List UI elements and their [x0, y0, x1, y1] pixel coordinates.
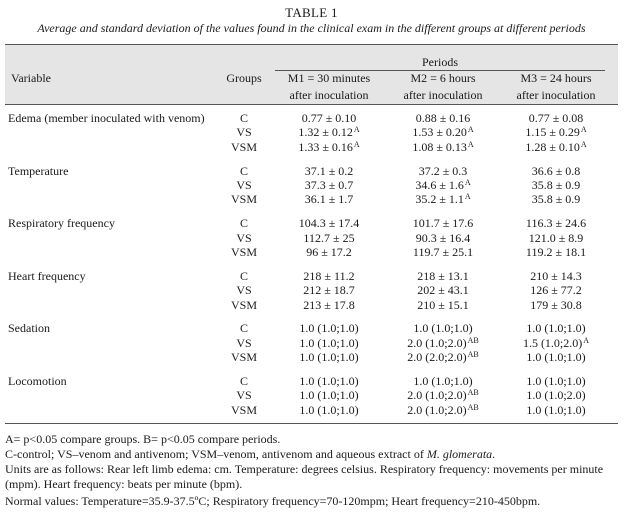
variable-block — [5, 164, 618, 207]
value-text: 37.3 ± 0.7 — [304, 177, 354, 192]
value-text: 1.08 ± 0.13 — [412, 139, 467, 154]
value-cell — [272, 164, 386, 178]
significance-marker: A — [467, 125, 474, 135]
value-cell — [272, 192, 386, 206]
value-text: 1.5 (1.0;2.0) — [522, 335, 583, 350]
value-cell — [386, 178, 500, 192]
value-text: 2.0 (2.0;2.0) — [407, 350, 467, 365]
period-header-m1 — [272, 71, 386, 102]
value-cell — [386, 298, 500, 312]
variable-block — [5, 111, 618, 154]
group-label: C — [239, 163, 248, 178]
period-header-m3 — [499, 71, 613, 102]
value-cell — [272, 350, 386, 364]
value-text: 112.7 ± 25 — [303, 230, 355, 245]
variable-column-header: Variable — [11, 71, 51, 85]
header-bottom-rule — [5, 104, 618, 105]
value-text: 90.3 ± 16.4 — [415, 230, 471, 245]
significance-marker: AB — [467, 335, 479, 345]
table-body — [5, 111, 618, 426]
table-row — [5, 283, 618, 297]
group-label: VS — [236, 335, 252, 350]
table-caption: Average and standard deviation of the values found in the clinical exam in the different groups at different periods — [37, 21, 586, 35]
value-cell — [386, 283, 500, 297]
value-text: 179 ± 30.8 — [530, 297, 582, 312]
period-header-title: M2 = 6 hours — [410, 71, 476, 85]
period-header-subtitle: after inoculation — [289, 88, 369, 102]
period-header-subtitle: after inoculation — [403, 88, 483, 102]
value-text: 1.0 (1.0;1.0) — [526, 373, 586, 388]
value-cell — [272, 178, 386, 192]
value-cell — [272, 216, 386, 230]
table-row — [5, 374, 618, 388]
value-cell — [386, 125, 500, 139]
value-text: 1.0 (1.0;1.0) — [299, 402, 359, 417]
value-cell — [386, 321, 500, 335]
significance-marker: AB — [467, 388, 479, 398]
group-label: C — [239, 321, 248, 336]
value-cell — [386, 164, 500, 178]
groups-legend-text: C-control; VS–venom and antivenom; VSM–venom, antivenom and aqueous extract of — [5, 447, 427, 461]
group-label: VSM — [230, 297, 257, 312]
significance-marker: A — [464, 192, 471, 202]
table-row — [5, 336, 618, 350]
value-text: 218 ± 13.1 — [417, 268, 469, 283]
value-cell — [499, 298, 613, 312]
value-cell — [272, 283, 386, 297]
value-text: 212 ± 18.7 — [303, 283, 355, 298]
value-text: 104.3 ± 17.4 — [298, 216, 360, 231]
value-text: 1.0 (1.0;1.0) — [526, 350, 586, 365]
group-label: C — [239, 268, 248, 283]
value-cell — [386, 374, 500, 388]
value-cell — [499, 111, 613, 125]
value-text: 1.15 ± 0.29 — [525, 125, 580, 140]
value-text: 1.0 (1.0;2.0) — [526, 388, 586, 403]
value-text: 37.1 ± 0.2 — [304, 163, 354, 178]
value-text: 0.77 ± 0.10 — [301, 111, 357, 125]
value-text: 218 ± 11.2 — [303, 268, 355, 283]
value-cell — [272, 245, 386, 259]
value-text: 202 ± 43.1 — [417, 283, 469, 298]
value-cell — [386, 388, 500, 402]
variable-name: Sedation — [8, 321, 50, 336]
period-header-subtitle: after inoculation — [516, 88, 596, 102]
value-cell — [272, 269, 386, 283]
value-cell — [386, 245, 500, 259]
value-text: 35.2 ± 1.1 — [415, 192, 464, 207]
species-name: M. glomerata — [426, 447, 493, 461]
group-label: C — [239, 216, 248, 231]
group-label: C — [239, 373, 248, 388]
value-cell — [272, 321, 386, 335]
value-cell — [386, 111, 500, 125]
value-text: 126 ± 77.2 — [530, 283, 582, 298]
group-label: VS — [236, 177, 252, 192]
value-cell — [386, 140, 500, 154]
value-cell — [386, 231, 500, 245]
group-label: VS — [236, 125, 252, 140]
group-label: VS — [236, 388, 252, 403]
table-row — [5, 192, 618, 206]
value-cell — [499, 336, 613, 350]
significance-marker: A — [467, 139, 474, 149]
value-text: 101.7 ± 17.6 — [412, 216, 474, 231]
value-cell — [386, 269, 500, 283]
value-cell — [272, 388, 386, 402]
periods-header: Periods — [422, 55, 458, 69]
value-text: 1.0 (1.0;1.0) — [299, 373, 359, 388]
value-cell — [499, 192, 613, 206]
period-header-m2 — [386, 71, 500, 102]
significance-marker: AB — [467, 402, 479, 412]
variable-name: Respiratory frequency — [8, 216, 115, 231]
value-text: 1.33 ± 0.16 — [298, 139, 353, 154]
group-label: VSM — [230, 139, 257, 154]
footnote-units: Units are as follows: Rear left limb edema: cm. Temperature: degrees celsius. Respiratory frequency: movements per minute (mpm). Heart frequency: beats per minute (bpm). — [5, 462, 604, 491]
value-cell — [499, 283, 613, 297]
value-text: 1.0 (1.0;1.0) — [299, 335, 359, 350]
value-text: 1.0 (1.0;1.0) — [526, 321, 586, 336]
value-cell — [386, 403, 500, 417]
value-text: 1.28 ± 0.10 — [525, 139, 580, 154]
value-cell — [386, 216, 500, 230]
value-cell — [499, 403, 613, 417]
table-row — [5, 245, 618, 259]
value-text: 0.77 ± 0.08 — [528, 111, 584, 125]
table-row — [5, 164, 618, 178]
footnote-groups-legend — [5, 447, 617, 462]
variable-block — [5, 374, 618, 417]
group-label: VSM — [230, 192, 257, 207]
value-text: 37.2 ± 0.3 — [418, 163, 468, 178]
period-header-title: M1 = 30 minutes — [287, 71, 371, 85]
group-label: VS — [236, 283, 252, 298]
significance-marker: A — [353, 125, 360, 135]
value-cell — [499, 350, 613, 364]
value-cell — [386, 336, 500, 350]
significance-marker: A — [580, 125, 587, 135]
value-cell — [499, 374, 613, 388]
value-text: 35.8 ± 0.9 — [531, 192, 581, 207]
significance-marker: A — [583, 335, 590, 345]
value-cell — [499, 178, 613, 192]
value-cell — [272, 140, 386, 154]
value-text: 213 ± 17.8 — [303, 297, 355, 312]
group-label: VSM — [230, 350, 257, 365]
table-row — [5, 403, 618, 417]
value-text: 1.0 (1.0;1.0) — [526, 402, 586, 417]
table-row — [5, 350, 618, 364]
variable-block — [5, 269, 618, 312]
value-cell — [272, 231, 386, 245]
value-cell — [272, 374, 386, 388]
value-text: 96 ± 17.2 — [306, 244, 352, 259]
value-cell — [499, 245, 613, 259]
table-title: TABLE 1 — [285, 5, 338, 20]
value-text: 1.0 (1.0;1.0) — [299, 388, 359, 403]
value-cell — [499, 125, 613, 139]
table-row — [5, 216, 618, 230]
value-text: 1.0 (1.0;1.0) — [299, 321, 359, 336]
value-text: 2.0 (1.0;2.0) — [407, 388, 467, 403]
variable-block — [5, 321, 618, 364]
table-row — [5, 388, 618, 402]
value-text: 210 ± 15.1 — [417, 297, 469, 312]
table-row — [5, 269, 618, 283]
value-cell — [386, 350, 500, 364]
value-text: 210 ± 14.3 — [530, 268, 582, 283]
value-text: 1.53 ± 0.20 — [412, 125, 467, 140]
value-cell — [499, 216, 613, 230]
significance-marker: A — [580, 139, 587, 149]
value-cell — [499, 321, 613, 335]
footnotes — [5, 432, 617, 509]
value-text: 1.0 (1.0;1.0) — [299, 350, 359, 365]
table-row — [5, 140, 618, 154]
value-text: 36.6 ± 0.8 — [531, 163, 581, 178]
value-text: 1.32 ± 0.12 — [298, 125, 353, 140]
table-row — [5, 178, 618, 192]
table-row — [5, 111, 618, 125]
value-text: 119.2 ± 18.1 — [525, 244, 587, 259]
value-cell — [272, 298, 386, 312]
value-text: 34.6 ± 1.6 — [415, 177, 464, 192]
variable-name: Edema (member inoculated with venom) — [8, 111, 205, 125]
table-row — [5, 125, 618, 139]
group-label: VS — [236, 230, 252, 245]
variable-name: Heart frequency — [8, 268, 86, 283]
footnote-normal-values: Normal values: Temperature=35.9-37.5ºC; Respiratory frequency=70-120mpm; Heart frequency=210-450bpm. — [5, 494, 541, 508]
group-label: C — [239, 111, 248, 125]
significance-marker: AB — [467, 350, 479, 360]
groups-column-header: Groups — [226, 71, 262, 85]
table-row — [5, 321, 618, 335]
variable-block — [5, 216, 618, 259]
value-cell — [499, 164, 613, 178]
significance-marker: A — [464, 177, 471, 187]
value-cell — [272, 125, 386, 139]
groups-legend-end: . — [492, 447, 496, 461]
value-text: 1.0 (1.0;1.0) — [413, 373, 473, 388]
value-cell — [499, 269, 613, 283]
value-text: 116.3 ± 24.6 — [525, 216, 587, 231]
value-text: 2.0 (1.0;2.0) — [407, 402, 467, 417]
group-label: VSM — [230, 402, 257, 417]
value-cell — [272, 403, 386, 417]
value-text: 0.88 ± 0.16 — [415, 111, 471, 125]
value-text: 36.1 ± 1.7 — [304, 192, 354, 207]
value-text: 1.0 (1.0;1.0) — [413, 321, 473, 336]
value-cell — [386, 192, 500, 206]
value-text: 35.8 ± 0.9 — [531, 177, 581, 192]
group-label: VSM — [230, 244, 257, 259]
period-header-title: M3 = 24 hours — [520, 71, 592, 85]
value-cell — [499, 231, 613, 245]
value-text: 121.0 ± 8.9 — [528, 230, 584, 245]
value-text: 119.7 ± 25.1 — [412, 244, 474, 259]
table-row — [5, 298, 618, 312]
variable-name: Temperature — [8, 163, 69, 178]
value-cell — [499, 388, 613, 402]
variable-name: Locomotion — [8, 373, 67, 388]
table-row — [5, 231, 618, 245]
value-cell — [272, 111, 386, 125]
value-text: 2.0 (1.0;2.0) — [407, 335, 467, 350]
footnote-significance: A= p<0.05 compare groups. B= p<0.05 compare periods. — [5, 432, 281, 446]
bottom-rule — [5, 423, 618, 424]
value-cell — [272, 336, 386, 350]
value-cell — [499, 140, 613, 154]
significance-marker: A — [353, 139, 360, 149]
